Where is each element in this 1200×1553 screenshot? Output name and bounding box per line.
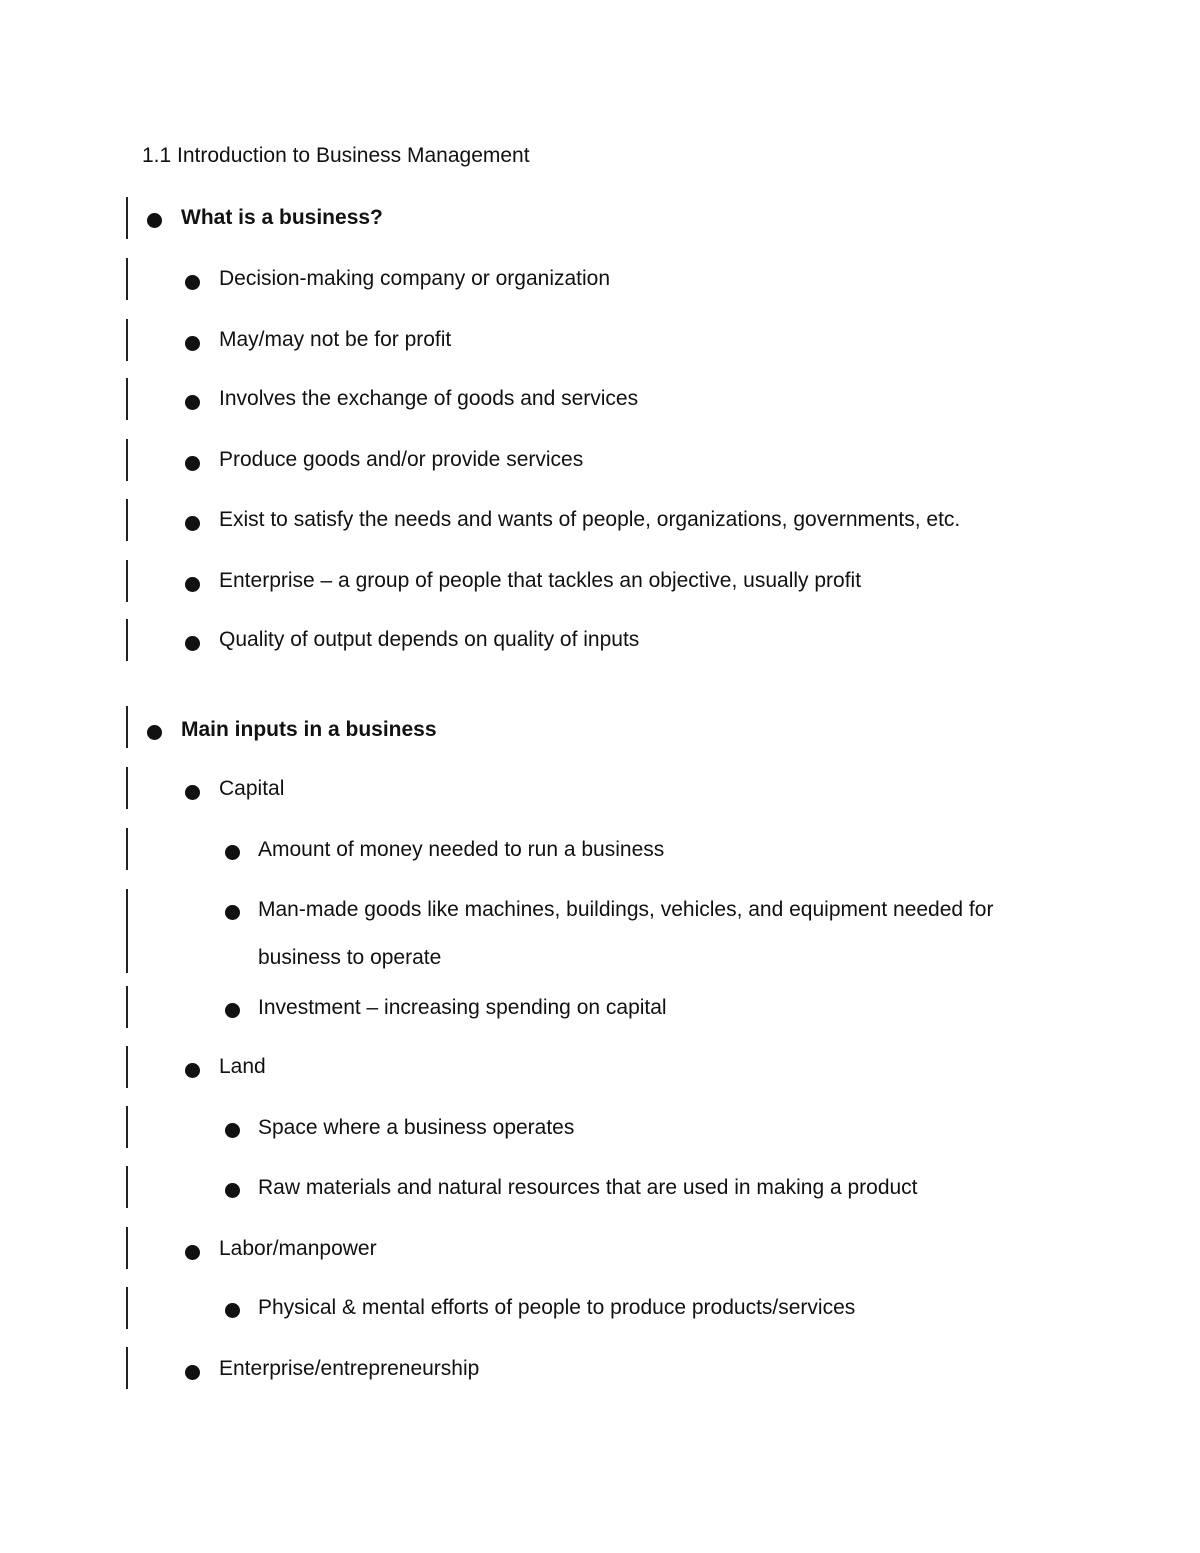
bullet-icon xyxy=(225,845,240,860)
revision-bar xyxy=(126,889,128,973)
bullet-icon xyxy=(185,395,200,410)
revision-bar xyxy=(126,1287,128,1329)
revision-bar xyxy=(126,560,128,602)
list-item-text: Raw materials and natural resources that are used in making a product xyxy=(258,1176,918,1199)
list-item-text: Exist to satisfy the needs and wants of people, organizations, governments, etc. xyxy=(219,508,961,531)
revision-bar xyxy=(126,1347,128,1389)
bullet-icon xyxy=(185,785,200,800)
revision-bar xyxy=(126,619,128,661)
bullet-icon xyxy=(185,336,200,351)
bullet-icon xyxy=(147,725,162,740)
revision-bar xyxy=(126,499,128,541)
list-item-text: Enterprise – a group of people that tackles an objective, usually profit xyxy=(219,569,862,592)
bullet-icon xyxy=(185,577,200,592)
bullet-icon xyxy=(225,1303,240,1318)
list-item-text: May/may not be for profit xyxy=(219,328,452,351)
list-item-text: Physical & mental efforts of people to produce products/services xyxy=(258,1296,856,1319)
bullet-icon xyxy=(185,1365,200,1380)
bullet-icon xyxy=(225,1003,240,1018)
bullet-icon xyxy=(225,1183,240,1198)
bullet-icon xyxy=(185,456,200,471)
list-item-text: Labor/manpower xyxy=(219,1237,377,1260)
document-title: 1.1 Introduction to Business Management xyxy=(142,144,530,167)
bullet-icon xyxy=(185,516,200,531)
list-item-text: Land xyxy=(219,1055,266,1078)
revision-bar xyxy=(126,767,128,809)
revision-bar xyxy=(126,706,128,748)
revision-bar xyxy=(126,1106,128,1148)
revision-bar xyxy=(126,197,128,239)
revision-bar xyxy=(126,1227,128,1269)
bullet-icon xyxy=(185,1245,200,1260)
revision-bar xyxy=(126,258,128,300)
bullet-icon xyxy=(225,905,240,920)
revision-bar xyxy=(126,986,128,1028)
section-heading: Main inputs in a business xyxy=(181,718,437,741)
list-item-text: Amount of money needed to run a business xyxy=(258,838,665,861)
list-item-text: Decision-making company or organization xyxy=(219,267,611,290)
revision-bar xyxy=(126,1166,128,1208)
revision-bar xyxy=(126,828,128,870)
bullet-icon xyxy=(147,213,162,228)
revision-bar xyxy=(126,378,128,420)
list-item-text: Produce goods and/or provide services xyxy=(219,448,584,471)
revision-bar xyxy=(126,319,128,361)
bullet-icon xyxy=(185,1063,200,1078)
revision-bar xyxy=(126,439,128,481)
revision-bar xyxy=(126,1046,128,1088)
list-item-text: Capital xyxy=(219,777,285,800)
bullet-icon xyxy=(225,1123,240,1138)
list-item-text: Man-made goods like machines, buildings, vehicles, and equipment needed for business to operate xyxy=(258,898,994,969)
list-item-text: Space where a business operates xyxy=(258,1116,575,1139)
list-item-text: Involves the exchange of goods and services xyxy=(219,387,639,410)
list-item-text: Investment – increasing spending on capital xyxy=(258,996,667,1019)
list-item-text: Quality of output depends on quality of inputs xyxy=(219,628,640,651)
bullet-icon xyxy=(185,275,200,290)
bullet-icon xyxy=(185,636,200,651)
section-heading: What is a business? xyxy=(181,206,383,229)
list-item-text: Enterprise/entrepreneurship xyxy=(219,1357,480,1380)
